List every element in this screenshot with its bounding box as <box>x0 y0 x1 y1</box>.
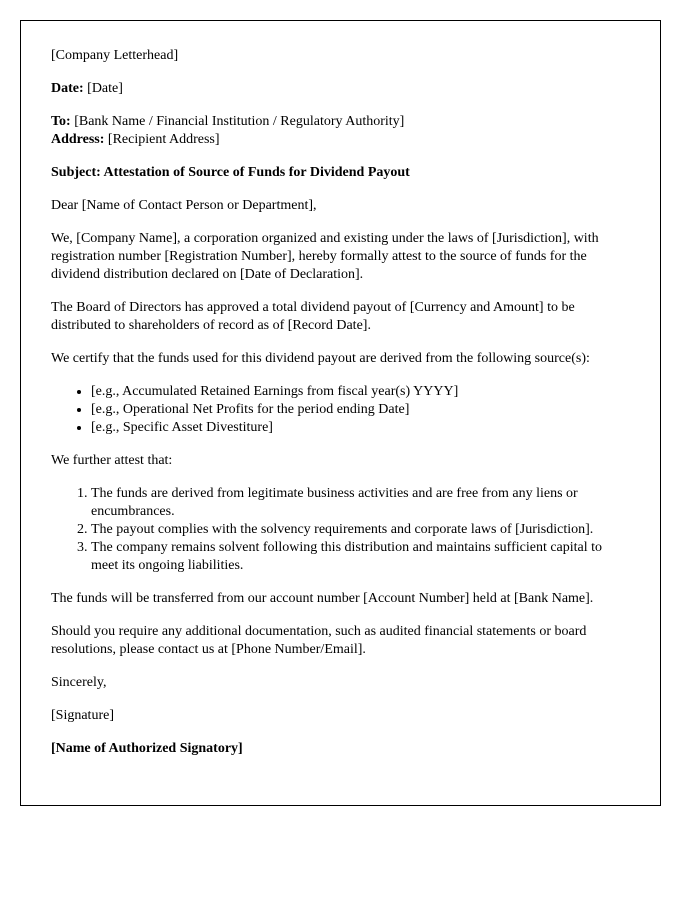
date-line <box>51 80 630 98</box>
signatory-name: [Name of Authorized Signatory] <box>51 741 243 756</box>
address-label: Address: <box>51 132 105 147</box>
date-value: [Date] <box>87 81 123 96</box>
paragraph-board-approval: The Board of Directors has approved a total dividend payout of [Currency and Amount] to be distributed to shareholders of record as of [Record Date]. <box>51 300 575 333</box>
bullet-item: • [e.g., Accumulated Retained Earnings from fiscal year(s) YYYY] <box>91 383 630 401</box>
letter-frame <box>20 20 661 806</box>
address-line <box>51 131 630 149</box>
signature-placeholder: [Signature] <box>51 708 114 723</box>
salutation: Dear [Name of Contact Person or Department], <box>51 198 317 213</box>
source-bullet-list <box>51 383 630 437</box>
bullet-item: • [e.g., Specific Asset Divestiture] <box>91 419 630 437</box>
address-value: [Recipient Address] <box>107 132 220 147</box>
paragraph-transfer: The funds will be transferred from our account number [Account Number] held at [Bank Name]. <box>51 591 594 606</box>
paragraph-contact: Should you require any additional documentation, such as audited financial statements or board resolutions, please contact us at [Phone Number/Email]. <box>51 624 587 657</box>
closing: Sincerely, <box>51 675 107 690</box>
paragraph-certify: We certify that the funds used for this dividend payout are derived from the following source(s): <box>51 351 590 366</box>
to-value: [Bank Name / Financial Institution / Regulatory Authority] <box>74 114 405 129</box>
to-label: To: <box>51 114 71 129</box>
numbered-item: 1. The funds are derived from legitimate business activities and are free from any liens or encumbrances. <box>91 485 630 521</box>
date-label: Date: <box>51 81 84 96</box>
to-line <box>51 113 630 131</box>
numbered-item: 3. The company remains solvent following this distribution and maintains sufficient capital to meet its ongoing liabilities. <box>91 539 630 575</box>
subject-line: Subject: Attestation of Source of Funds for Dividend Payout <box>51 165 410 180</box>
attestation-numbered-list <box>51 485 630 575</box>
bullet-item: • [e.g., Operational Net Profits for the period ending Date] <box>91 401 630 419</box>
company-letterhead: [Company Letterhead] <box>51 48 179 63</box>
numbered-item: 2. The payout complies with the solvency requirements and corporate laws of [Jurisdiction]. <box>91 521 630 539</box>
paragraph-further-attest: We further attest that: <box>51 453 173 468</box>
paragraph-attestation: We, [Company Name], a corporation organized and existing under the laws of [Jurisdiction], with registration number [Registration Number], hereby formally attest to the source of funds for the dividend distribution declared on [Date of Declaration]. <box>51 231 599 282</box>
